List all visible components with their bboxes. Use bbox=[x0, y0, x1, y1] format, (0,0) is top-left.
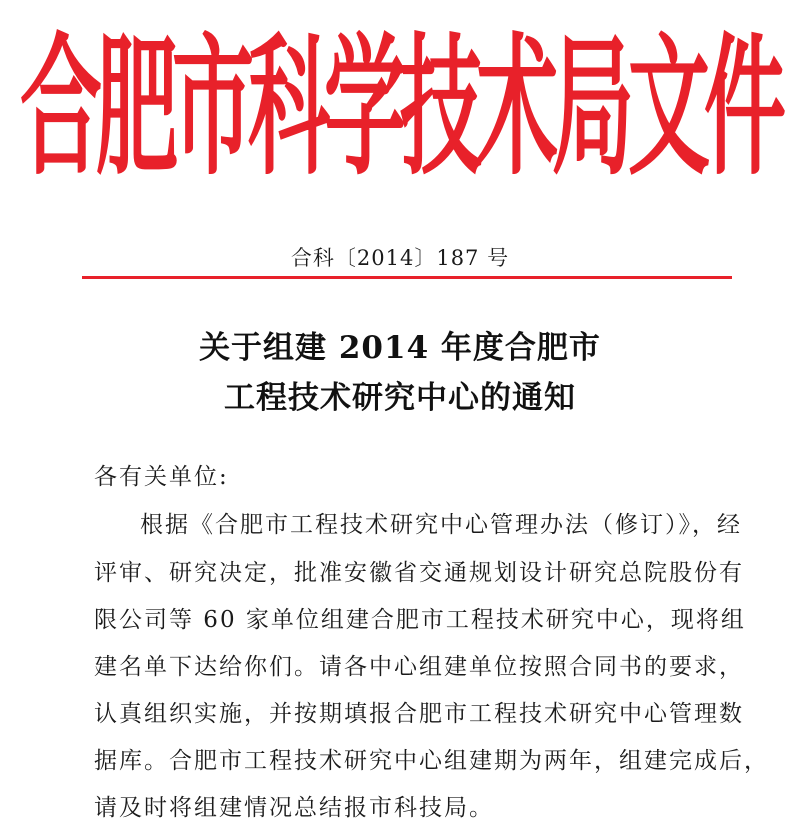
body-line-5: 认真组织实施，并按期填报合肥市工程技术研究中心管理数 bbox=[94, 701, 744, 727]
notice-title-line-2: 工程技术研究中心的通知 bbox=[224, 380, 576, 416]
body-line-1: 根据《合肥市工程技术研究中心管理办法（修订）》，经 bbox=[140, 512, 742, 538]
salutation: 各有关单位: bbox=[94, 464, 229, 490]
body-line-2: 评审、研究决定，批准安徽省交通规划设计研究总院股份有 bbox=[94, 560, 744, 586]
notice-title-line-1: 关于组建 2014 年度合肥市 bbox=[199, 330, 601, 366]
red-separator-line bbox=[82, 276, 732, 279]
body-line-6: 据库。合肥市工程技术研究中心组建期为两年，组建完成后， bbox=[94, 748, 769, 774]
masthead-title bbox=[0, 8, 800, 208]
document-number: 合科〔2014〕187 号 bbox=[290, 246, 510, 270]
body-line-7: 请及时将组建情况总结报市科技局。 bbox=[94, 795, 494, 821]
body-line-4: 建名单下达给你们。请各中心组建单位按照合同书的要求， bbox=[94, 654, 744, 680]
body-line-3: 限公司等 60 家单位组建合肥市工程技术研究中心，现将组 bbox=[94, 607, 746, 633]
masthead-title-text: 合肥市科学技术局文件 bbox=[19, 19, 780, 197]
